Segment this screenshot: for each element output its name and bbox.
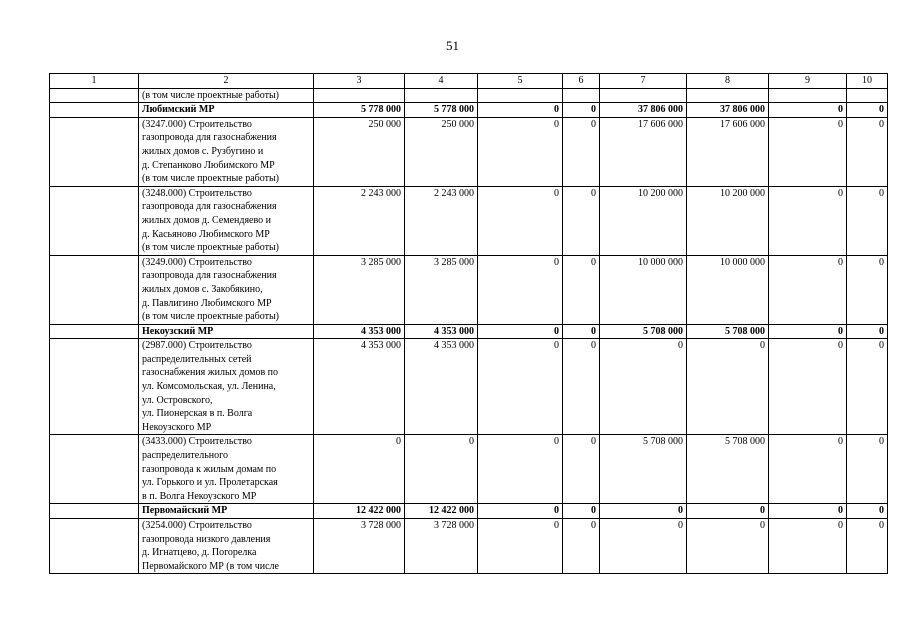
value-cell: 0 <box>600 519 687 574</box>
row-index-cell <box>50 255 139 324</box>
row-index-cell <box>50 435 139 504</box>
value-cell: 37 806 000 <box>687 103 769 118</box>
value-cell: 17 606 000 <box>687 117 769 186</box>
value-cell: 5 708 000 <box>687 324 769 339</box>
value-cell: 250 000 <box>405 117 478 186</box>
value-cell: 0 <box>478 435 563 504</box>
value-cell: 5 708 000 <box>687 435 769 504</box>
value-cell: 12 422 000 <box>405 504 478 519</box>
value-cell: 0 <box>769 255 847 324</box>
value-cell: 0 <box>769 324 847 339</box>
value-cell: 5 778 000 <box>405 103 478 118</box>
value-cell: 0 <box>478 339 563 435</box>
value-cell: 0 <box>769 519 847 574</box>
row-index-cell <box>50 519 139 574</box>
column-header: 2 <box>139 74 314 89</box>
value-cell: 17 606 000 <box>600 117 687 186</box>
value-cell: 0 <box>769 186 847 255</box>
value-cell: 0 <box>563 103 600 118</box>
data-table <box>49 73 888 574</box>
row-name: Любимский МР <box>142 104 215 116</box>
value-cell: 0 <box>847 519 888 574</box>
value-cell: 0 <box>563 435 600 504</box>
row-name: Первомайский МР <box>142 505 228 517</box>
value-cell: 12 422 000 <box>314 504 405 519</box>
table-body <box>50 74 888 574</box>
table-header-row <box>50 74 888 89</box>
value-cell <box>405 88 478 103</box>
value-cell: 4 353 000 <box>314 339 405 435</box>
value-cell: 0 <box>478 324 563 339</box>
row-name: (3249.000) Строительство газопровода для газоснабжения жилых домов с. Закобякино, д. Павлигино Любимского МР (в том числе проектные работы) <box>142 256 280 323</box>
value-cell: 10 000 000 <box>600 255 687 324</box>
value-cell: 0 <box>769 103 847 118</box>
value-cell: 0 <box>847 435 888 504</box>
value-cell: 2 243 000 <box>405 186 478 255</box>
value-cell: 0 <box>769 435 847 504</box>
table-row <box>50 186 888 255</box>
table-row <box>50 435 888 504</box>
column-header: 6 <box>563 74 600 89</box>
value-cell: 2 243 000 <box>314 186 405 255</box>
value-cell <box>563 88 600 103</box>
value-cell: 0 <box>769 339 847 435</box>
row-name-cell <box>139 519 314 574</box>
column-header: 4 <box>405 74 478 89</box>
value-cell: 10 000 000 <box>687 255 769 324</box>
column-header: 5 <box>478 74 563 89</box>
table-row <box>50 88 888 103</box>
value-cell: 0 <box>478 504 563 519</box>
value-cell: 0 <box>314 435 405 504</box>
row-name: (3254.000) Строительство газопровода низкого давления д. Игнатцево, д. Погорелка Первомайского МР (в том числе <box>142 520 279 572</box>
column-header: 9 <box>769 74 847 89</box>
value-cell: 0 <box>600 504 687 519</box>
district-total-row <box>50 504 888 519</box>
column-header: 3 <box>314 74 405 89</box>
row-index-cell <box>50 103 139 118</box>
value-cell: 0 <box>563 186 600 255</box>
row-name: (3433.000) Строительство распределительного газопровода к жилым домам по ул. Горького и ул. Пролетарская в п. Волга Некоузского МР <box>142 436 278 502</box>
value-cell: 250 000 <box>314 117 405 186</box>
value-cell: 0 <box>563 117 600 186</box>
row-name: Некоузский МР <box>142 325 214 337</box>
value-cell: 0 <box>563 519 600 574</box>
value-cell: 0 <box>563 504 600 519</box>
value-cell: 0 <box>847 255 888 324</box>
column-header: 10 <box>847 74 888 89</box>
row-name-cell <box>139 339 314 435</box>
column-header: 7 <box>600 74 687 89</box>
value-cell: 37 806 000 <box>600 103 687 118</box>
value-cell: 0 <box>687 339 769 435</box>
value-cell: 0 <box>563 255 600 324</box>
value-cell: 10 200 000 <box>600 186 687 255</box>
row-name-cell <box>139 435 314 504</box>
row-name: (3248.000) Строительство газопровода для газоснабжения жилых домов д. Семендяево и д. Касьяново Любимского МР (в том числе проектные работы) <box>142 187 280 254</box>
value-cell: 0 <box>847 186 888 255</box>
row-name-cell <box>139 504 314 519</box>
value-cell: 0 <box>687 504 769 519</box>
value-cell: 5 708 000 <box>600 435 687 504</box>
row-name-cell <box>139 103 314 118</box>
value-cell: 0 <box>478 255 563 324</box>
row-name: (2987.000) Строительство распределительных сетей газоснабжения жилых домов по ул. Комсомольская, ул. Ленина, ул. Островского, ул. Пионерская в п. Волга Некоузского МР <box>142 340 279 433</box>
row-name-cell <box>139 117 314 186</box>
value-cell: 0 <box>478 519 563 574</box>
value-cell: 0 <box>687 519 769 574</box>
value-cell: 0 <box>563 324 600 339</box>
value-cell: 0 <box>563 339 600 435</box>
row-name: (в том числе проектные работы) <box>142 89 280 101</box>
row-index-cell <box>50 117 139 186</box>
row-name-cell <box>139 186 314 255</box>
value-cell: 0 <box>405 435 478 504</box>
value-cell: 3 728 000 <box>314 519 405 574</box>
value-cell: 0 <box>769 117 847 186</box>
table-row <box>50 519 888 574</box>
row-index-cell <box>50 186 139 255</box>
row-name: (3247.000) Строительство газопровода для газоснабжения жилых домов с. Рузбугино и д. Степанково Любимского МР (в том числе проектные работы) <box>142 118 280 185</box>
value-cell: 4 353 000 <box>314 324 405 339</box>
value-cell: 0 <box>847 504 888 519</box>
table-row <box>50 255 888 324</box>
district-total-row <box>50 103 888 118</box>
value-cell <box>687 88 769 103</box>
value-cell <box>478 88 563 103</box>
value-cell: 0 <box>847 103 888 118</box>
value-cell: 0 <box>478 103 563 118</box>
column-header: 1 <box>50 74 139 89</box>
value-cell: 0 <box>478 186 563 255</box>
value-cell: 0 <box>478 117 563 186</box>
value-cell: 0 <box>769 504 847 519</box>
table-row <box>50 117 888 186</box>
column-header: 8 <box>687 74 769 89</box>
value-cell: 10 200 000 <box>687 186 769 255</box>
value-cell <box>847 88 888 103</box>
row-index-cell <box>50 339 139 435</box>
row-index-cell <box>50 324 139 339</box>
value-cell <box>314 88 405 103</box>
value-cell: 0 <box>847 339 888 435</box>
row-index-cell <box>50 504 139 519</box>
row-name-cell <box>139 88 314 103</box>
value-cell: 0 <box>847 117 888 186</box>
value-cell <box>769 88 847 103</box>
value-cell: 0 <box>847 324 888 339</box>
row-index-cell <box>50 88 139 103</box>
district-total-row <box>50 324 888 339</box>
page-number: 51 <box>446 38 459 53</box>
row-name-cell <box>139 255 314 324</box>
row-name-cell <box>139 324 314 339</box>
value-cell: 3 285 000 <box>405 255 478 324</box>
value-cell <box>600 88 687 103</box>
value-cell: 4 353 000 <box>405 339 478 435</box>
value-cell: 5 708 000 <box>600 324 687 339</box>
value-cell: 0 <box>600 339 687 435</box>
value-cell: 5 778 000 <box>314 103 405 118</box>
value-cell: 4 353 000 <box>405 324 478 339</box>
value-cell: 3 285 000 <box>314 255 405 324</box>
table-row <box>50 339 888 435</box>
value-cell: 3 728 000 <box>405 519 478 574</box>
